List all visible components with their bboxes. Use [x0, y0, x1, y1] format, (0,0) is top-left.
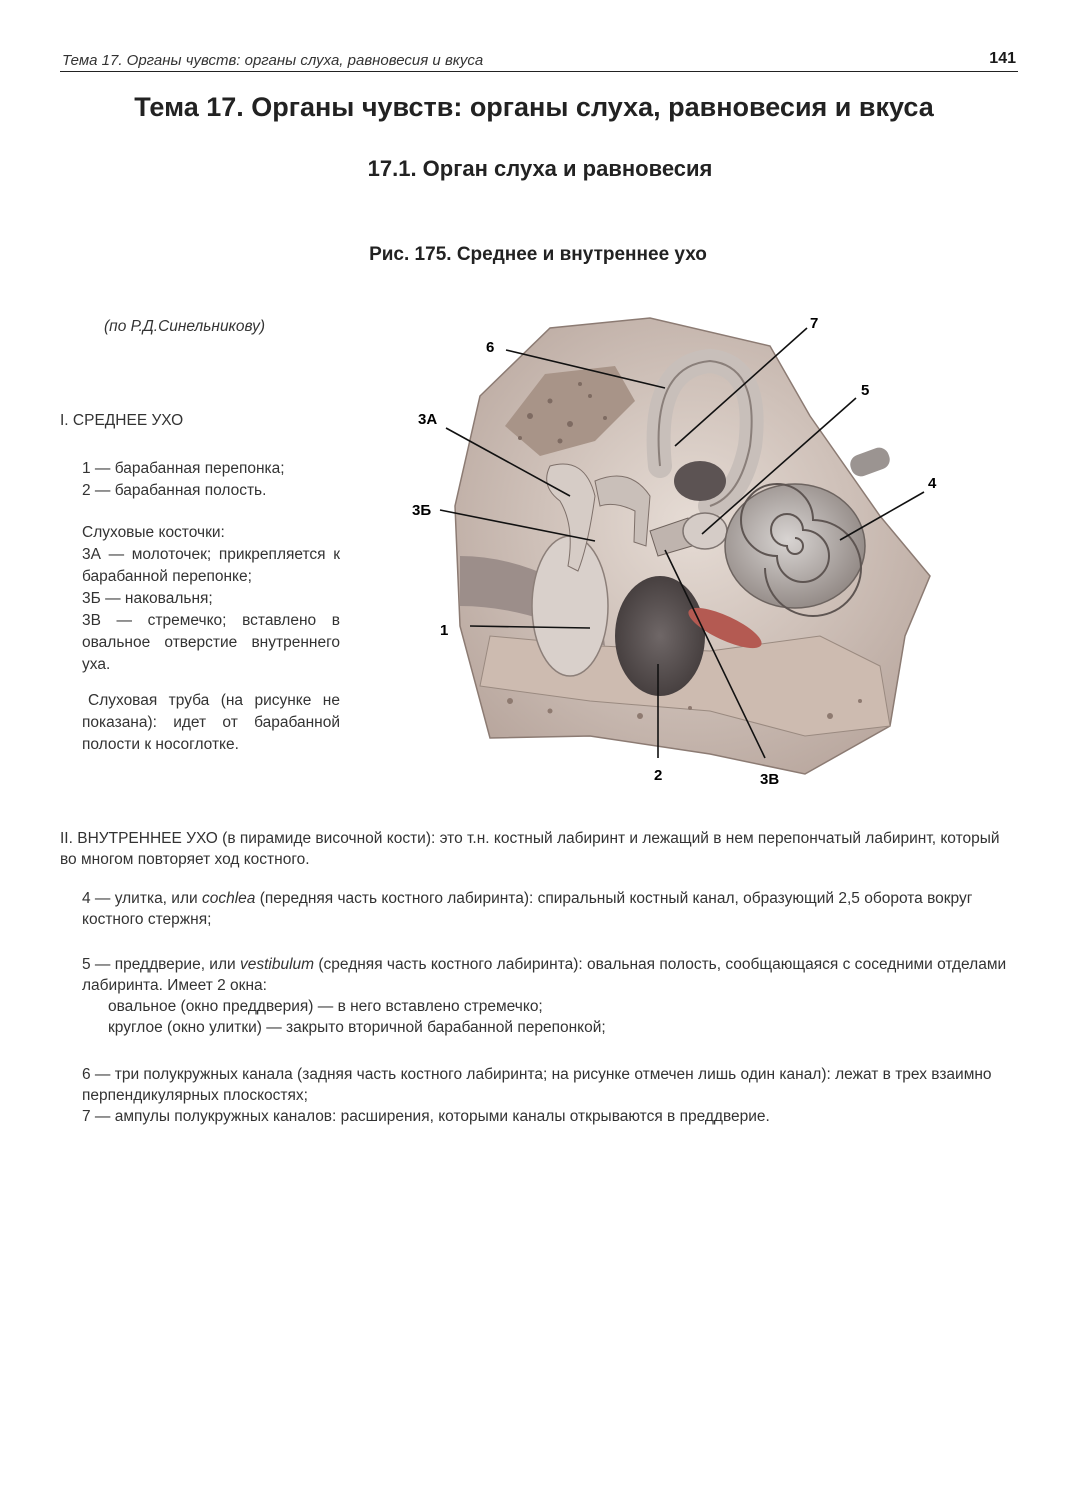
auditory-tube-note: Слуховая труба (на рисунке не показана): идет от барабанной полости к носоглотке.: [82, 692, 340, 753]
page-number: 141: [989, 50, 1016, 67]
item-5-prefix: 5 — преддверие, или: [82, 956, 240, 973]
inner-ear-intro: II. ВНУТРЕННЕЕ УХО (в пирамиде височной кости): это т.н. костный лабиринт и лежащий в нем перепончатый лабиринт, который во многом повторяет ход костного.: [60, 830, 1000, 868]
window-oval: овальное (окно преддверия) — в него вставлено стремечко;: [108, 998, 543, 1015]
legend-item-3v: 3В — стремечко; вставлено в овальное отверстие внутреннего уха.: [82, 612, 340, 673]
item-4-prefix: 4 — улитка, или: [82, 890, 202, 907]
label-3a: 3А: [418, 411, 438, 428]
label-5: 5: [861, 382, 870, 399]
legend-item-3a: 3А — молоточек; прикрепляется к барабанной перепонке;: [82, 546, 340, 585]
middle-ear-legend: [60, 410, 340, 756]
ossicles-heading: Слуховые косточки:: [82, 524, 225, 541]
inner-ear-text: [60, 828, 1018, 1127]
item-6-semicircular-canals: 6 — три полукружных канала (задняя часть костного лабиринта; на рисунке отмечен лишь один канал): лежат в трех взаимно перпендикулярных плоскостях;: [82, 1066, 992, 1104]
item-4-cochlea: [60, 888, 1018, 930]
figure-source: (по Р.Д.Синельникову): [104, 318, 265, 335]
internal-auditory-canal: [847, 445, 892, 479]
section-title: 17.1. Орган слуха и равновесия: [367, 156, 713, 181]
middle-ear-heading: I. СРЕДНЕЕ УХО: [60, 412, 184, 429]
chapter-title: Тема 17. Органы чувств: органы слуха, равновесия и вкуса: [134, 92, 934, 122]
item-5-rest: (средняя часть костного лабиринта): овальная полость, сообщающаяся с соседними отделами лабиринта. Имеет 2 окна:: [82, 956, 1007, 994]
item-5-vestibule: [60, 954, 1018, 996]
tympanic-cavity: [615, 576, 705, 696]
figure-caption: Рис. 175. Среднее и внутреннее ухо: [369, 244, 707, 265]
legend-item-2: 2 — барабанная полость.: [82, 482, 267, 499]
legend-item-3b: 3Б — наковальня;: [82, 590, 213, 607]
item-4-rest: (передняя часть костного лабиринта): спиральный костный канал, образующий 2,5 оборота вокруг костного стержня;: [82, 890, 973, 928]
label-4: 4: [928, 475, 937, 492]
item-7-ampullae: 7 — ампулы полукружных каналов: расширения, которыми каналы открываются в преддверие.: [82, 1108, 770, 1125]
label-3b: 3Б: [412, 502, 432, 519]
ampulla: [674, 461, 726, 501]
item-4-term: cochlea: [201, 890, 256, 907]
label-6: 6: [486, 339, 495, 356]
running-header-title: Тема 17. Органы чувств: органы слуха, равновесия и вкуса: [62, 52, 484, 69]
label-1: 1: [440, 622, 449, 639]
header-rule: [60, 71, 1018, 72]
label-2: 2: [654, 767, 663, 784]
ear-anatomy-illustration: [410, 306, 950, 806]
item-5-term: vestibulum: [239, 956, 315, 973]
window-round: круглое (окно улитки) — закрыто вторичной барабанной перепонкой;: [108, 1019, 606, 1036]
label-7: 7: [810, 315, 819, 332]
legend-item-1: 1 — барабанная перепонка;: [82, 460, 285, 477]
label-3v: 3В: [760, 771, 780, 788]
